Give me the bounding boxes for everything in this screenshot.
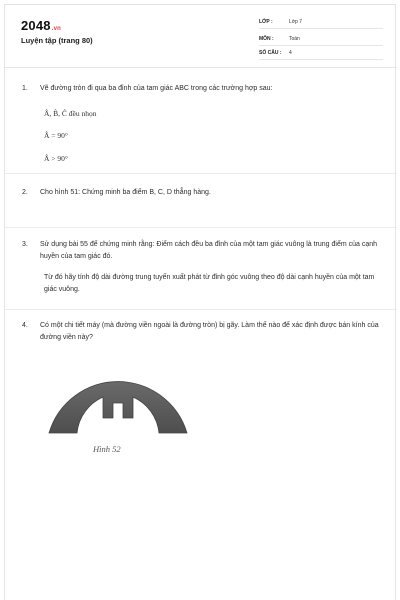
question-number: 1. [22,85,28,92]
ring-shape [49,382,187,433]
meta-subject-label: MÔN : [259,36,274,42]
question-1-case-a: Â, B̂, Ĉ đều nhọn [44,109,97,118]
question-text: Sử dụng bài 55 để chứng minh rằng: Điểm cách đều ba đỉnh của một tam giác vuông là trung điểm của cạnh huyền của tam giác đó. [40,241,378,260]
meta-count-label: SỐ CÂU : [259,50,282,56]
question-3-extra: Từ đó hãy tính độ dài đường trung tuyến xuất phát từ đỉnh góc vuông theo độ dài cạnh huyền của một tam giác vuông. [44,274,375,293]
question-divider [5,309,397,310]
meta-class-value: Lớp 7 [289,19,303,25]
meta-class-row [259,16,383,29]
figure-caption: Hình 52 [93,444,121,454]
question-number: 3. [22,241,28,248]
question-divider [5,227,397,228]
question-1-case-b: Â = 90° [44,131,68,140]
broken-ring-diagram [43,357,193,439]
lesson-title: Luyện tập (trang 80) [21,36,93,45]
question-divider [5,173,397,174]
question-text: Cho hình 51: Chứng minh ba điểm B, C, D thẳng hàng. [40,189,211,196]
header-divider [5,67,397,68]
question-text: Có một chi tiết máy (mà đường viền ngoài là đường tròn) bị gãy. Làm thế nào để xác định được bán kính của đường viền này? [40,322,379,341]
machine-part-figure [43,357,193,444]
header [5,5,397,67]
question-number: 4. [22,322,28,329]
logo-suffix: .vn [51,26,62,32]
question-1-case-c: Â > 90° [44,154,68,163]
worksheet [4,4,396,600]
meta-count-row [259,47,383,60]
meta-class-label: LỚP : [259,19,273,25]
meta-count-value: 4 [289,50,292,56]
logo-text: 2048 [21,18,51,33]
question-text: Vẽ đường tròn đi qua ba đỉnh của tam giác ABC trong các trường hợp sau: [40,85,273,92]
site-logo[interactable] [21,18,61,33]
meta-subject-row [259,33,383,46]
question-number: 2. [22,189,28,196]
meta-subject-value: Toán [289,36,300,42]
